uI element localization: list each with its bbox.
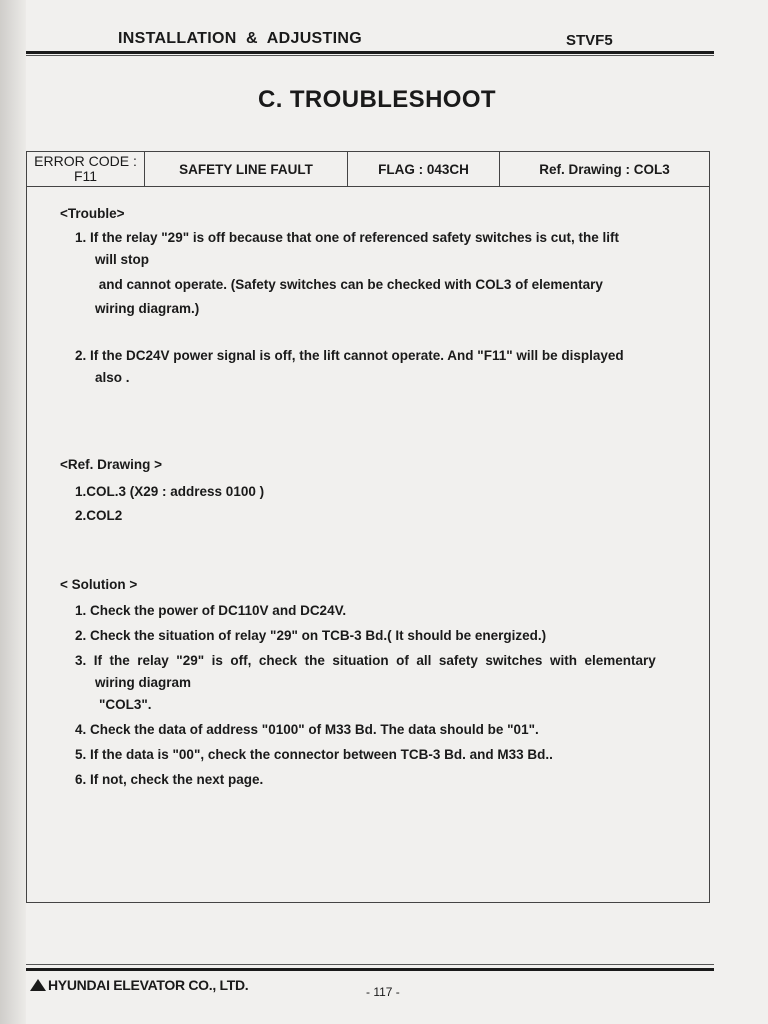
trouble-item-2-line1: 2. If the DC24V power signal is off, the lift cannot operate. And "F11" will be displayed	[75, 348, 624, 363]
error-code-label: ERROR CODE :	[34, 153, 137, 169]
trouble-item-1-line2: will stop	[95, 252, 149, 267]
hyundai-triangle-icon	[30, 979, 46, 991]
ref-drawing-heading: <Ref. Drawing >	[60, 457, 163, 472]
troubleshoot-content	[60, 205, 730, 792]
solution-item-6: 6. If not, check the next page.	[75, 772, 264, 787]
solution-item-3-line3: "COL3".	[99, 697, 152, 712]
header-rule	[26, 51, 714, 54]
content-box	[26, 151, 710, 903]
trouble-item-2	[60, 344, 730, 388]
page-header	[0, 0, 768, 60]
header-title: INSTALLATION & ADJUSTING	[118, 30, 362, 47]
solution-list	[60, 598, 730, 792]
page-title: C. TROUBLESHOOT	[258, 86, 496, 113]
ref-drawing-item-1: 1.COL.3 (X29 : address 0100 )	[75, 484, 265, 499]
error-code-cell	[27, 152, 145, 186]
solution-item-3-line1: 3. If the relay "29" is off, check the situation of all safety switches with elementary	[75, 653, 656, 668]
page-number: - 117 -	[366, 985, 400, 999]
solution-item-5: 5. If the data is "00", check the connector between TCB-3 Bd. and M33 Bd..	[75, 747, 553, 762]
page-footer	[0, 960, 768, 1024]
flag-cell: FLAG : 043CH	[348, 152, 500, 186]
ref-drawing-list	[60, 480, 730, 528]
solution-item-3-line2: wiring diagram	[95, 675, 192, 690]
company-logo	[30, 977, 248, 993]
company-name: HYUNDAI ELEVATOR CO., LTD.	[48, 977, 249, 993]
trouble-item-2-line2: also .	[95, 370, 130, 385]
ref-drawing-cell: Ref. Drawing : COL3	[539, 161, 670, 177]
trouble-item-1-line3: and cannot operate. (Safety switches can be checked with COL3 of elementary	[95, 277, 603, 292]
error-info-table	[27, 152, 709, 187]
solution-item-1: 1. Check the power of DC110V and DC24V.	[75, 603, 347, 618]
header-model: STVF5	[566, 32, 613, 49]
header-rule-thin	[26, 55, 714, 56]
trouble-heading: <Trouble>	[60, 206, 125, 221]
ref-drawing-item-2: 2.COL2	[75, 508, 123, 523]
error-code-value: F11	[73, 168, 98, 184]
solution-item-2: 2. Check the situation of relay "29" on TCB-3 Bd.( It should be energized.)	[75, 628, 547, 643]
fault-name-cell: SAFETY LINE FAULT	[145, 152, 348, 186]
trouble-item-1-line1: 1. If the relay "29" is off because that one of referenced safety switches is cut, the lift	[75, 230, 619, 245]
trouble-item-1	[60, 226, 730, 318]
solution-item-4: 4. Check the data of address "0100" of M33 Bd. The data should be "01".	[75, 722, 539, 737]
trouble-item-1-line4: wiring diagram.)	[95, 301, 200, 316]
footer-rule	[26, 968, 714, 971]
solution-heading: < Solution >	[60, 577, 138, 592]
page-shadow	[0, 0, 26, 1024]
footer-rule-thin	[26, 964, 714, 965]
